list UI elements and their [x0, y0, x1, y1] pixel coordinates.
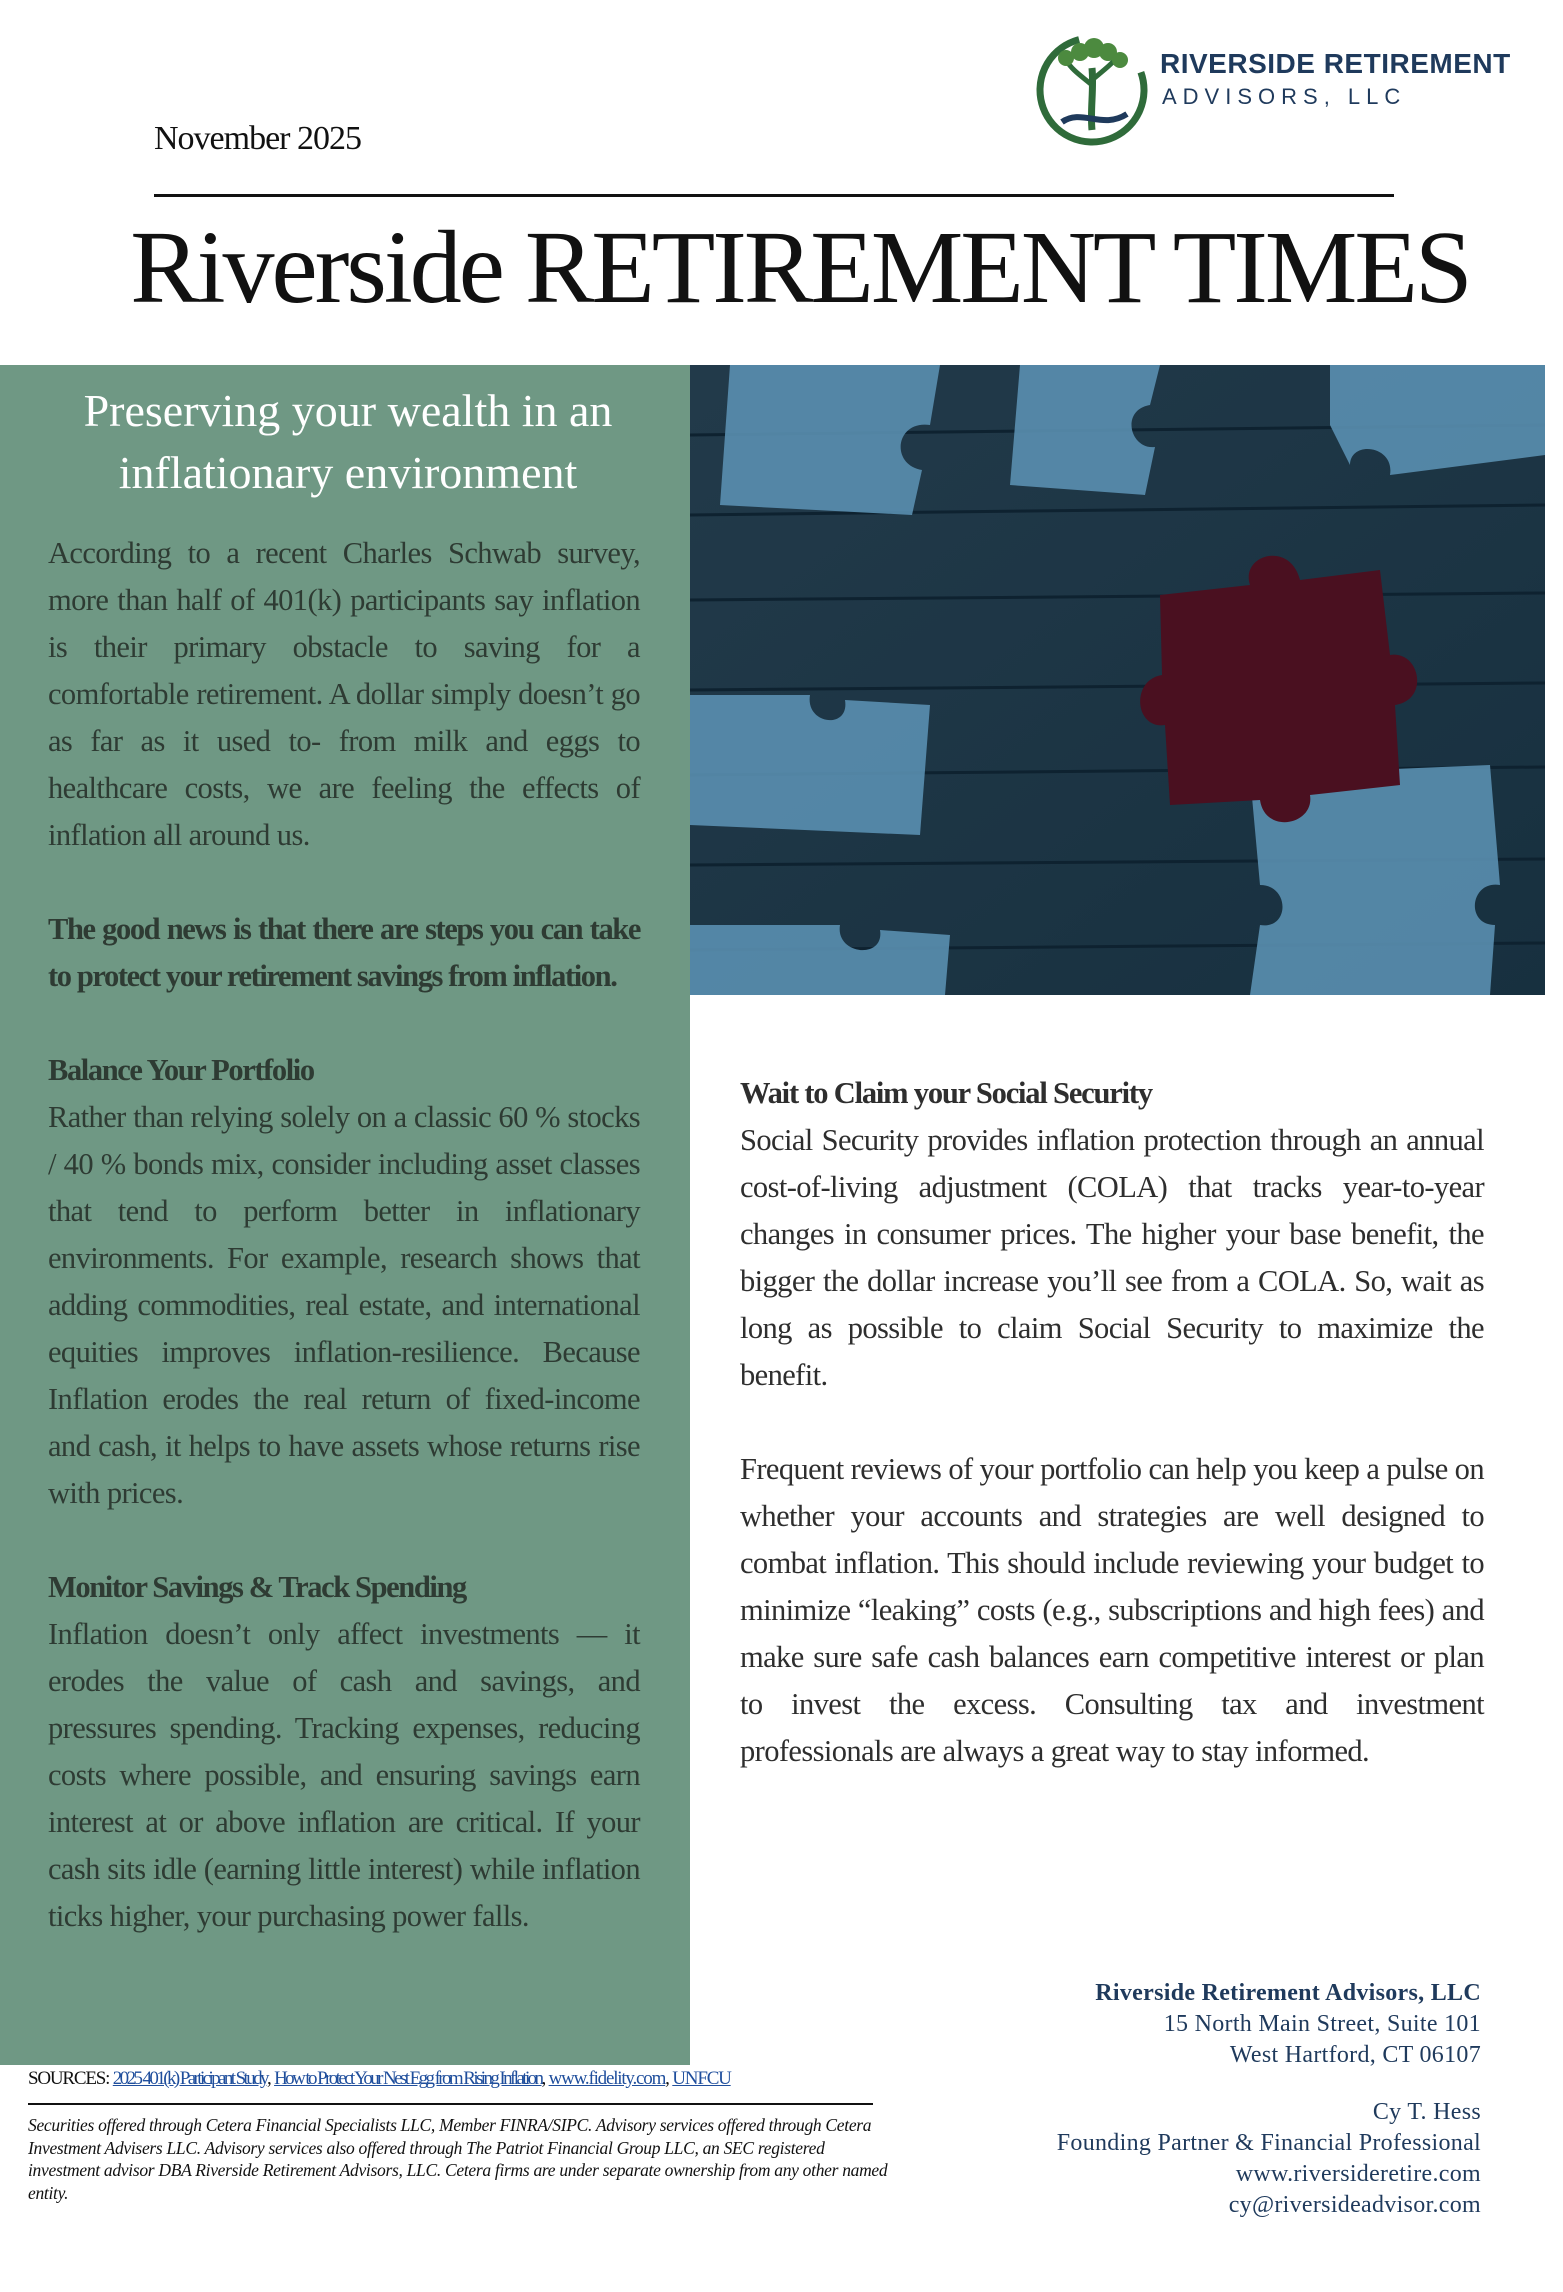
contact-person: Cy T. Hess [1372, 2099, 1481, 2125]
contact-block [1057, 1978, 1481, 2221]
sources-label: SOURCES: [28, 2068, 110, 2089]
section-body-savings: Inflation doesn’t only affect investments — it erodes the value of cash and savings, and pressures spending. Tracking expenses, reducing costs where possible, and ensuring savings earn interest at or above inflation are critical. If your cash sits idle (earning little interest) while inflation ticks higher, your purchasing power falls. [48, 1617, 640, 1933]
right-column-body [740, 1070, 1484, 1775]
tree-river-icon [1032, 30, 1152, 150]
contact-role: Founding Partner & Financial Professional [1056, 2130, 1481, 2156]
logo-name-line2: ADVISORS, LLC [1162, 84, 1407, 109]
source-link-participant-study[interactable]: 2025 401(k) Participant Study [112, 2068, 267, 2089]
sources-line: SOURCES: 2025 401(k) Participant Study, How to Protect Your Nest Egg from Rising Inflation, www.fidelity.com, UNFCU [28, 2068, 731, 2089]
contact-address-line1: 15 North Main Street, Suite 101 [1163, 2011, 1481, 2037]
puzzle-pieces-image [690, 365, 1545, 995]
contact-email[interactable]: cy@riversideadvisor.com [1228, 2192, 1481, 2218]
lead-article-title: Preserving your wealth in an inflationary environment [83, 385, 613, 498]
section-heading-savings: Monitor Savings & Track Spending [48, 1570, 466, 1604]
source-link-nest-egg[interactable]: How to Protect Your Nest Egg from Rising Inflation [274, 2068, 542, 2089]
lead-article-body [48, 530, 640, 1940]
closing-paragraph: Frequent reviews of your portfolio can help you keep a pulse on whether your accounts and strategies are well designed to combat inflation. This should include reviewing your budget to minimize “leaking” costs (e.g., subscriptions and high fees) and make sure safe cash balances earn competitive interest or plan to invest the excess. Consulting tax and investment professionals are always a great way to stay informed. [740, 1452, 1484, 1768]
source-link-fidelity[interactable]: www.fidelity.com [548, 2068, 666, 2089]
logo-name-line1: RIVERSIDE RETIREMENT [1160, 48, 1511, 79]
regulatory-disclosure: Securities offered through Cetera Financial Specialists LLC, Member FINRA/SIPC. Advisory services offered through Cetera Investment Advisers LLC. Advisory services also offered through The Patriot Financial Group LLC, an SEC registered investment advisor DBA Riverside Retirement Advisors, LLC. Cetera firms are under separate ownership from any other named entity. [28, 2115, 888, 2203]
contact-firm: Riverside Retirement Advisors, LLC [1095, 1980, 1481, 2006]
newsletter-title: Riverside RETIREMENT TIMES [130, 210, 1470, 325]
company-logo [1032, 30, 1537, 150]
section-body-social-security: Social Security provides inflation protection through an annual cost-of-living adjustment (COLA) that tracks year-to-year changes in consumer prices. The higher your base benefit, the bigger the dollar increase you’ll see from a COLA. So, wait as long as possible to claim Social Security to maximize the benefit. [740, 1123, 1484, 1392]
section-heading-portfolio: Balance Your Portfolio [48, 1053, 314, 1087]
section-body-portfolio: Rather than relying solely on a classic 60 % stocks / 40 % bonds mix, consider including asset classes that tend to perform better in inflationary environments. For example, research shows that adding commodities, real estate, and international equities improves inflation-resilience. Because Inflation erodes the real return of fixed-income and cash, it helps to have assets whose returns rise with prices. [48, 1100, 640, 1510]
header-divider [154, 194, 1394, 197]
intro-paragraph: According to a recent Charles Schwab survey, more than half of 401(k) participants say inflation is their primary obstacle to saving for a comfortable retirement. A dollar simply doesn’t go as far as it used to- from milk and eggs to healthcare costs, we are feeling the effects of inflation all around us. [48, 536, 640, 852]
issue-date: November 2025 [154, 120, 362, 157]
contact-website[interactable]: www.riversideretire.com [1235, 2161, 1481, 2187]
sources-divider [28, 2103, 873, 2105]
contact-address-line2: West Hartford, CT 06107 [1229, 2042, 1481, 2068]
section-heading-social-security: Wait to Claim your Social Security [740, 1076, 1152, 1110]
good-news-paragraph: The good news is that there are steps you can take to protect your retirement savings from inflation. [48, 912, 640, 993]
source-link-unfcu[interactable]: UNFCU [672, 2068, 731, 2089]
